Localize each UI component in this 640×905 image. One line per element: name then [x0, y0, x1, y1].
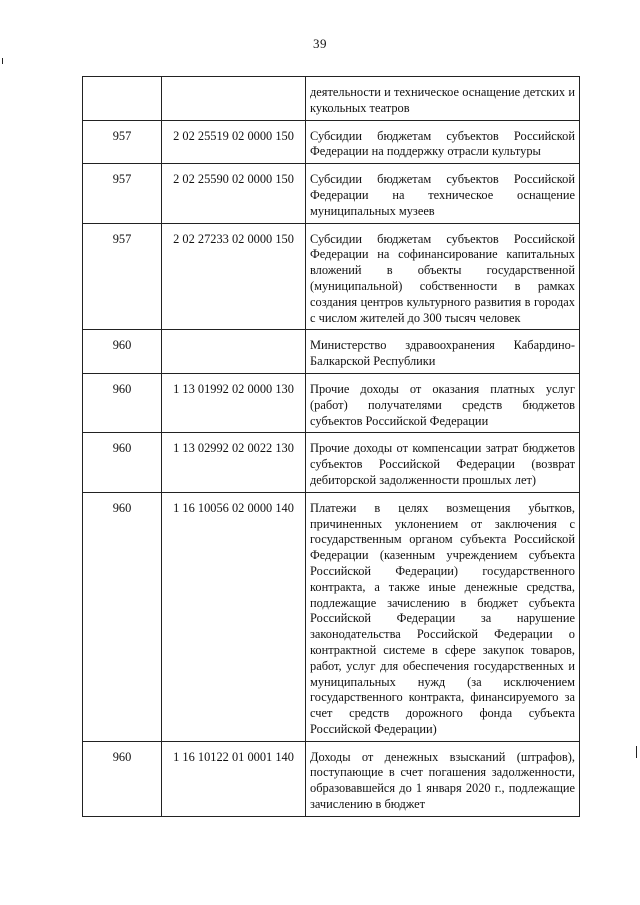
revenue-description-cell: Субсидии бюджетам субъектов Российской Федерации на техническое оснащение муниципальных музеев [306, 164, 580, 223]
revenue-code-cell: 2 02 25590 02 0000 150 [162, 164, 306, 223]
revenue-code-cell: 1 13 01992 02 0000 130 [162, 373, 306, 432]
admin-code-cell [83, 77, 162, 121]
scan-edge-mark-right [636, 746, 637, 758]
table-row [83, 330, 580, 374]
revenue-code-cell: 1 16 10056 02 0000 140 [162, 492, 306, 741]
revenue-code-cell: 1 16 10122 01 0001 140 [162, 741, 306, 816]
table-row [83, 77, 580, 121]
revenue-description-cell: Прочие доходы от оказания платных услуг (работ) получателями средств бюджетов субъектов Российской Федерации [306, 373, 580, 432]
admin-code-cell: 960 [83, 492, 162, 741]
admin-code-cell: 957 [83, 223, 162, 330]
scan-edge-mark-left [2, 58, 3, 64]
admin-code-cell: 957 [83, 120, 162, 164]
admin-code-cell: 957 [83, 164, 162, 223]
table-row [83, 492, 580, 741]
revenue-code-cell: 1 13 02992 02 0022 130 [162, 433, 306, 492]
revenue-description-cell: деятельности и техническое оснащение детских и кукольных театров [306, 77, 580, 121]
admin-code-cell: 960 [83, 741, 162, 816]
admin-code-cell: 960 [83, 330, 162, 374]
revenue-code-cell [162, 77, 306, 121]
admin-code-cell: 960 [83, 373, 162, 432]
revenue-description-cell: Платежи в целях возмещения убытков, причиненных уклонением от заключения с государственным органом субъекта Российской Федерации (казенным учреждением субъекта Российской Федерации) государственного контракта, а также иные денежные средства, подлежащие зачислению в бюджет субъекта Российской Федерации за нарушение законодательства Российской Федерации о контрактной системе в сфере закупок товаров, работ, услуг для обеспечения государственных и муниципальных нужд (за исключением государственного контракта, финансируемого за счет средств дорожного фонда субъекта Российской Федерации) [306, 492, 580, 741]
revenue-description-cell: Субсидии бюджетам субъектов Российской Федерации на софинансирование капитальных вложений в объекты государственной (муниципальной) собственности в рамках создания центров культурного развития в городах с числом жителей до 300 тысяч человек [306, 223, 580, 330]
table-row [83, 120, 580, 164]
revenue-classification-table [82, 76, 580, 817]
revenue-description-cell: Прочие доходы от компенсации затрат бюджетов субъектов Российской Федерации (возврат дебиторской задолженности прошлых лет) [306, 433, 580, 492]
table-row [83, 223, 580, 330]
admin-code-cell: 960 [83, 433, 162, 492]
table-row [83, 373, 580, 432]
page-number: 39 [313, 36, 327, 51]
table-row [83, 433, 580, 492]
table-row [83, 741, 580, 816]
revenue-description-cell: Субсидии бюджетам субъектов Российской Федерации на поддержку отрасли культуры [306, 120, 580, 164]
revenue-code-cell: 2 02 25519 02 0000 150 [162, 120, 306, 164]
revenue-description-cell: Доходы от денежных взысканий (штрафов), поступающие в счет погашения задолженности, образовавшейся до 1 января 2020 г., подлежащие зачислению в бюджет [306, 741, 580, 816]
revenue-description-cell: Министерство здравоохранения Кабардино-Балкарской Республики [306, 330, 580, 374]
revenue-code-cell: 2 02 27233 02 0000 150 [162, 223, 306, 330]
revenue-code-cell [162, 330, 306, 374]
table-row [83, 164, 580, 223]
